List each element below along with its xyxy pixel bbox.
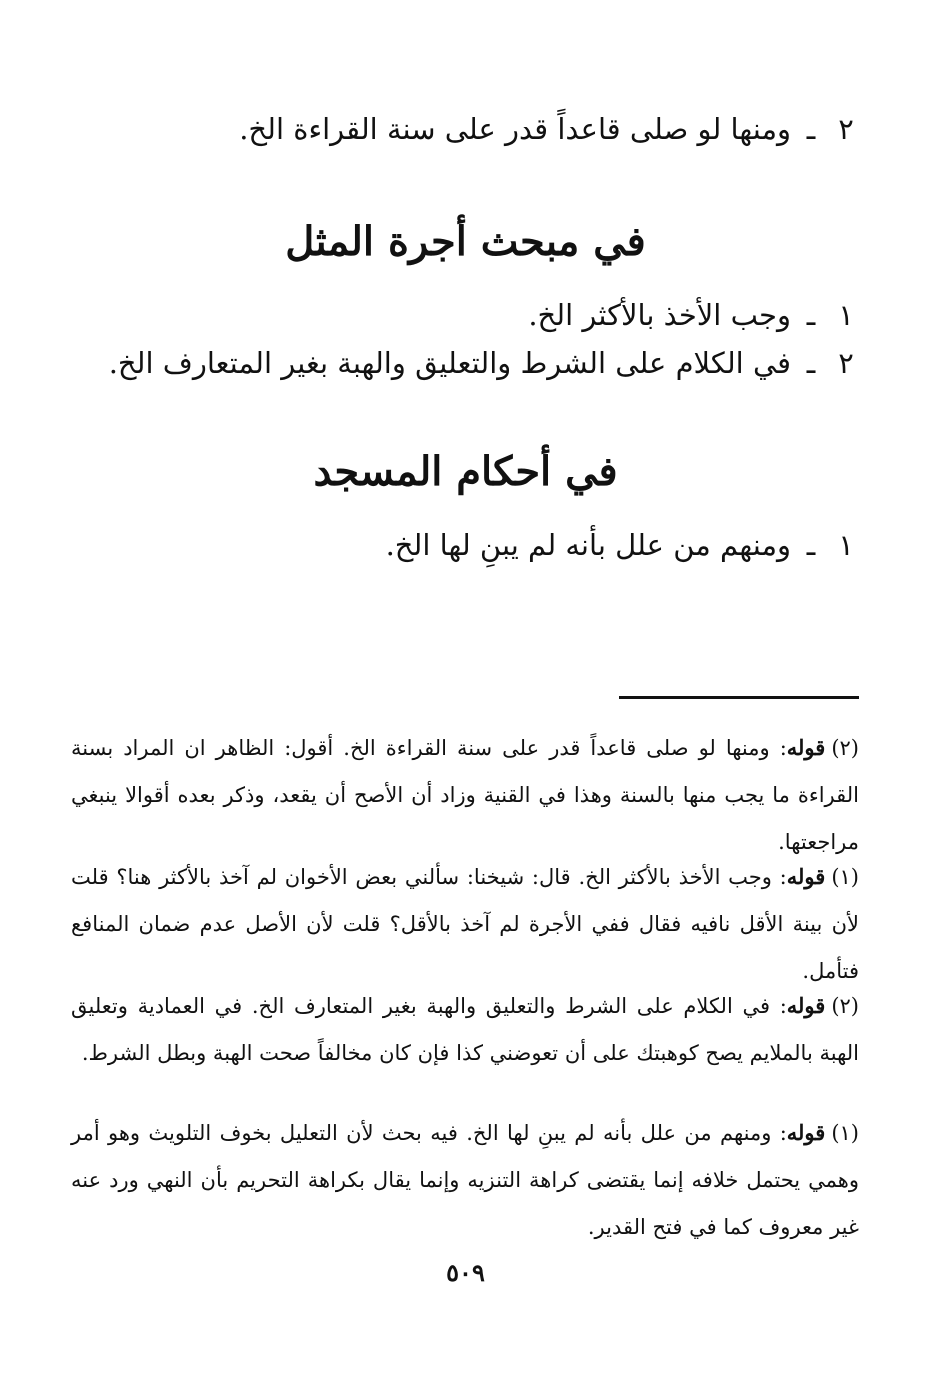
item-dash: ـ: [806, 528, 816, 562]
item-number: ٢: [838, 112, 854, 146]
footnote: [71, 724, 859, 866]
item-text: وجب الأخذ بالأكثر الخ.: [528, 298, 791, 332]
page-number: ٥٠٩: [446, 1258, 485, 1287]
footnote-keyword: قوله: [786, 1120, 826, 1145]
list-item: [109, 346, 861, 380]
item-number: ١: [838, 528, 854, 562]
list-item: [239, 112, 861, 146]
item-text: ومنهم من علل بأنه لم يبنِ لها الخ.: [385, 528, 791, 562]
footnote: [71, 982, 859, 1077]
footnote-text: : ومنهم من علل بأنه لم يبنِ لها الخ. فيه بحث لأن التعليل بخوف التلويث وهو أمر وهمي يحتمل خلافه إنما يقتضى كراهة التنزيه وإنما يقال بكراهة التحريم بأن النهي ورد عنه غير معروف كما في فتح القدير.: [71, 1121, 859, 1239]
item-number: ٢: [838, 346, 854, 380]
footnote-ref: (١): [831, 1121, 859, 1145]
list-item: [528, 298, 861, 332]
footnote-text: : وجب الأخذ بالأكثر الخ. قال: شيخنا: سألني بعض الأخوان لم آخذ بالأكثر هنا؟ قلت لأن بينة الأقل نافيه فقال ففي الأجرة لم آخذ بالأقل؟ قلت لأن الأصل عدم ضمان المنافع فتأمل.: [71, 865, 859, 983]
item-dash: ـ: [806, 112, 816, 146]
item-number: ١: [838, 298, 854, 332]
section-heading: في أحكام المسجد: [313, 448, 618, 495]
footnote-separator: [619, 696, 859, 699]
footnote: [71, 853, 859, 995]
item-dash: ـ: [806, 298, 816, 332]
footnote-keyword: قوله: [786, 993, 826, 1018]
item-text: في الكلام على الشرط والتعليق والهبة بغير المتعارف الخ.: [108, 346, 791, 380]
footnote-ref: (٢): [831, 994, 859, 1018]
list-item: [386, 528, 861, 562]
footnote-text: : ومنها لو صلى قاعداً قدر على سنة القراءة الخ. أقول: الظاهر ان المراد بسنة القراءة ما يجب منها بالسنة وهذا في القنية وزاد أن الأصح أن يقعد، وذكر بعده أقوالا ينبغي مراجعتها.: [71, 736, 859, 854]
item-text: ومنها لو صلى قاعداً قدر على سنة القراءة الخ.: [239, 112, 791, 146]
footnote-keyword: قوله: [786, 864, 826, 889]
section-heading: في مبحث أجرة المثل: [285, 218, 646, 265]
footnote: [71, 1109, 859, 1251]
footnote-keyword: قوله: [786, 735, 826, 760]
footnote-ref: (٢): [831, 736, 859, 760]
footnote-ref: (١): [831, 865, 859, 889]
footnote-text: : في الكلام على الشرط والتعليق والهبة بغير المتعارف الخ. في العمادية وتعليق الهبة بالملايم يصح كوهبتك على أن تعوضني كذا فإن كان مخالفاً صحت الهبة وبطل الشرط.: [71, 994, 859, 1065]
item-dash: ـ: [806, 346, 816, 380]
